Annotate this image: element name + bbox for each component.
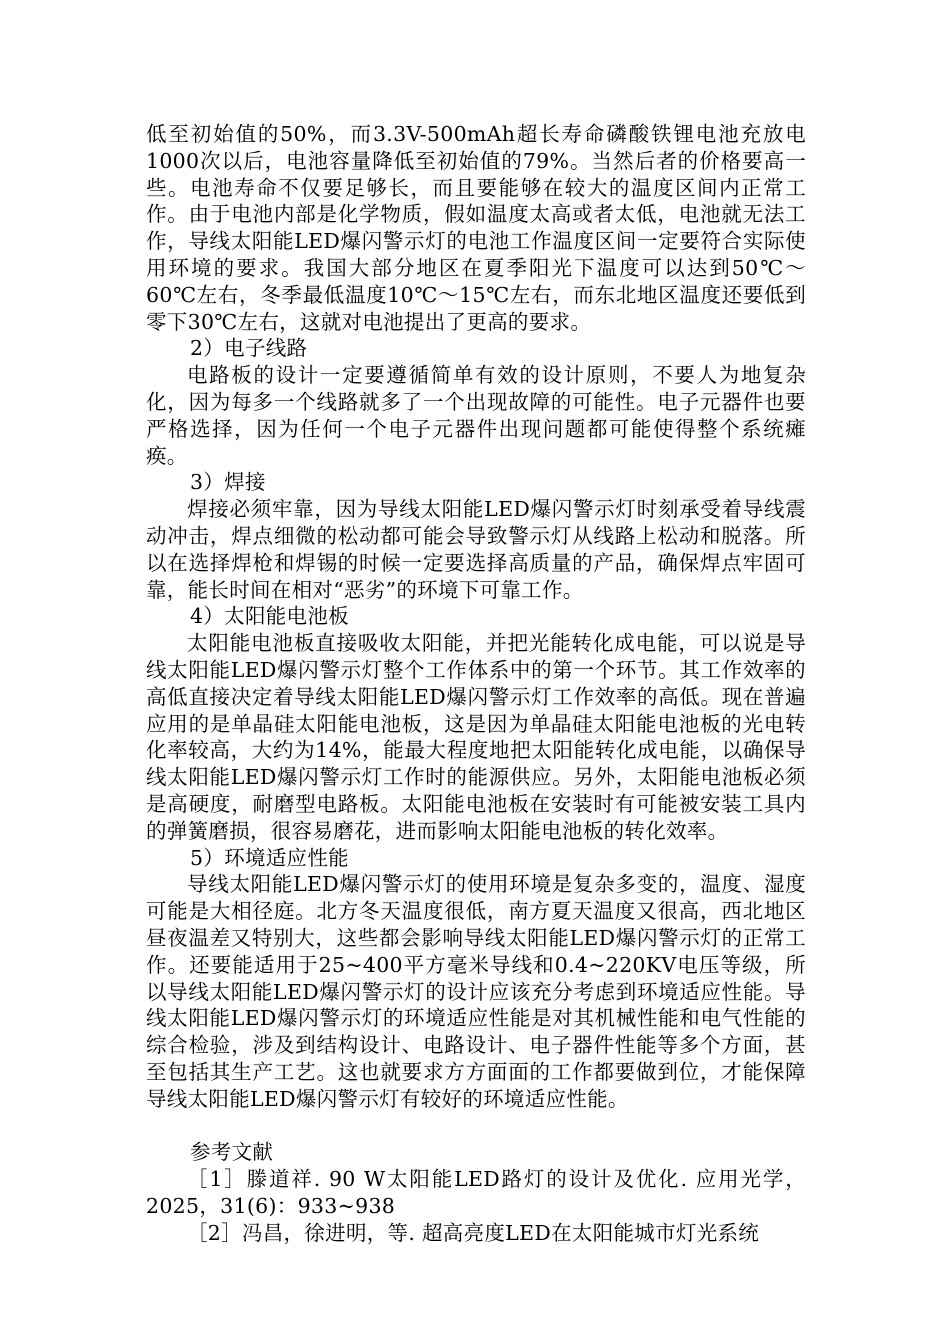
paragraph-environment: 导线太阳能LED爆闪警示灯的使用环境是复杂多变的，温度、湿度可能是大相径庭。北方冬天温度很低，南方夏天温度又很高，西北地区昼夜温差又特别大，这些都会影响导线太阳能LED爆闪警示灯的正常工作。还要能适用于25~400平方毫米导线和0.4~220KV电压等级，所以导线太阳能LED爆闪警示灯的设计应该充分考虑到环境适应性能。导线太阳能LED爆闪警示灯的环境适应性能是对其机械性能和电气性能的综合检验，涉及到结构设计、电路设计、电子器件性能等多个方面，甚至包括其生产工艺。这也就要求方方面面的工作都要做到位，才能保障导线太阳能LED爆闪警示灯有较好的环境适应性能。 [146, 872, 806, 1111]
section-heading-electronic-circuit: 2）电子线路 [190, 336, 308, 361]
reference-item: ［2］冯昌，徐进明，等. 超高亮度LED在太阳能城市灯光系统 [187, 1220, 760, 1245]
section-heading-solar-panel: 4）太阳能电池板 [190, 604, 349, 629]
references-heading: 参考文献 [190, 1140, 274, 1165]
paragraph-solar-panel: 太阳能电池板直接吸收太阳能，并把光能转化成电能，可以说是导线太阳能LED爆闪警示灯整个工作体系中的第一个环节。其工作效率的高低直接决定着导线太阳能LED爆闪警示灯工作效率的高低。现在普遍应用的是单晶硅太阳能电池板，这是因为单晶硅太阳能电池板的光电转化率较高，大约为14%，能最大程度地把太阳能转化成电能，以确保导线太阳能LED爆闪警示灯工作时的能源供应。另外，太阳能电池板必须是高硬度，耐磨型电路板。太阳能电池板在安装时有可能被安装工具内的弹簧磨损，很容易磨花，进而影响太阳能电池板的转化效率。 [146, 631, 806, 843]
document-page [146, 121, 806, 1246]
paragraph-electronic-circuit: 电路板的设计一定要遵循简单有效的设计原则，不要人为地复杂化，因为每多一个线路就多了一个出现故障的可能性。电子元器件也要严格选择，因为任何一个电子元器件出现问题都可能使得整个系统瘫痪。 [146, 363, 806, 468]
blank-line [146, 1112, 806, 1139]
paragraph-battery: 低至初始值的50%，而3.3V-500mAh超长寿命磷酸铁锂电池充放电1000次以后，电池容量降低至初始值的79%。当然后者的价格要高一些。电池寿命不仅要足够长，而且要能够在较大的温度区间内正常工作。由于电池内部是化学物质，假如温度太高或者太低，电池就无法工作，导线太阳能LED爆闪警示灯的电池工作温度区间一定要符合实际使用环境的要求。我国大部分地区在夏季阳光下温度可以达到50℃～60℃左右，冬季最低温度10℃～15℃左右，而东北地区温度还要低到零下30℃左右，这就对电池提出了更高的要求。 [146, 122, 806, 334]
section-heading-welding: 3）焊接 [190, 470, 266, 495]
section-heading-environment: 5）环境适应性能 [190, 845, 349, 870]
paragraph-welding: 焊接必须牢靠，因为导线太阳能LED爆闪警示灯时刻承受着导线震动冲击，焊点细微的松动都可能会导致警示灯从线路上松动和脱落。所以在选择焊枪和焊锡的时候一定要选择高质量的产品，确保焊点牢固可靠，能长时间在相对“恶劣”的环境下可靠工作。 [146, 497, 806, 602]
reference-item: ［1］滕道祥. 90 W太阳能LED路灯的设计及优化. 应用光学，2025，31(6)：933~938 [146, 1167, 806, 1218]
